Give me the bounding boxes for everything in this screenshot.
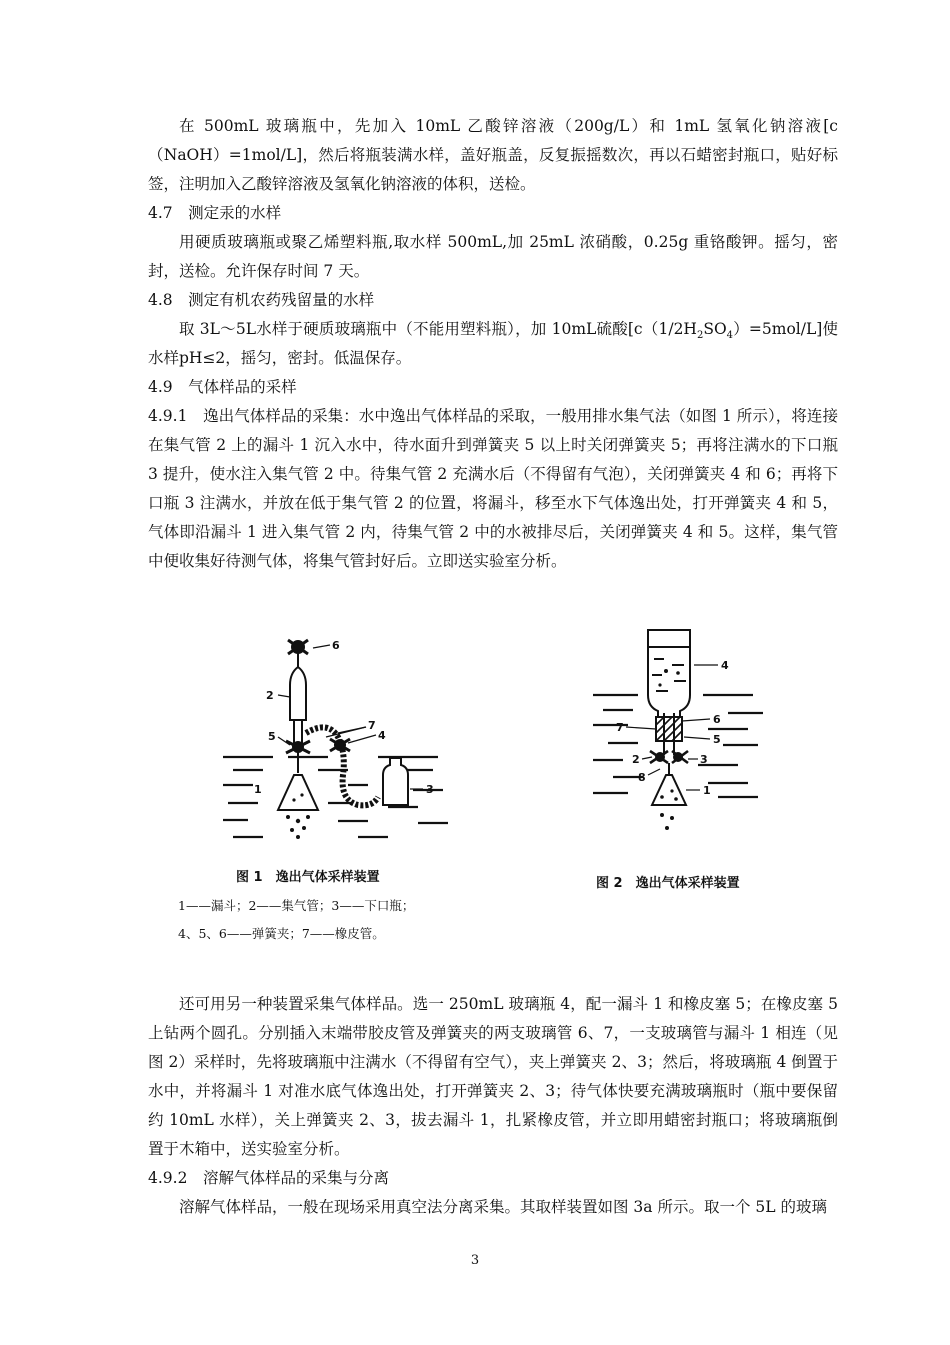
fig1-label-4: 4 <box>378 729 386 742</box>
fig1-label-5: 5 <box>268 730 276 743</box>
pesticide-text-part1: 取 3L～5L水样于硬质玻璃瓶中（不能用塑料瓶），加 10mL硫酸[c（1/2H <box>179 320 697 338</box>
figures-area <box>148 620 838 970</box>
figure-1-legend-line1: 1——漏斗；2——集气管；3——下口瓶； <box>178 898 415 913</box>
pesticide-text-so: SO <box>703 320 727 338</box>
fig2-label-5: 5 <box>713 733 721 746</box>
text-block-bottom <box>148 990 838 1222</box>
figure-1-diagram <box>218 625 478 850</box>
heading-4-7: 4.7 测定汞的水样 <box>148 204 282 222</box>
subscript-4: 4 <box>726 330 734 342</box>
paragraph-4-9-1: 4.9.1 逸出气体样品的采集：水中逸出气体样品的采取，一般用排水集气法（如图 1 所示），将连接在集气管 2 上的漏斗 1 沉入水中，待水面升到弹簧夹 5 以上时关闭弹簧夹 5；再将注满水的下口瓶 3 提升，使水注入集气管 2 中。待集气管 2 充满水后（不得留有气泡），关闭弹簧夹 4 和 6；再将下口瓶 3 注满水，并放在低于集气管 2 的位置，将漏斗，移至水下气体逸出处，打开弹簧夹 4 和 5，气体即沿漏斗 1 进入集气管 2 内，待集气管 2 中的水被排尽后，关闭弹簧夹 4 和 5。这样，集气管中便收集好待测气体，将集气管封好后。立即送实验室分析。 <box>148 407 838 570</box>
fig1-label-1: 1 <box>254 783 262 796</box>
water-lines <box>223 757 448 837</box>
fig2-label-1: 1 <box>703 784 711 797</box>
heading-4-8: 4.8 测定有机农药残留量的水样 <box>148 291 375 309</box>
fig2-label-2: 2 <box>632 753 640 766</box>
paragraph-dissolved-gas: 溶解气体样品，一般在现场采用真空法分离采集。其取样装置如图 3a 所示。取一个 5L 的玻璃 <box>179 1198 827 1216</box>
text-block-top <box>148 112 838 576</box>
page-number: 3 <box>470 1253 480 1268</box>
figure-2-diagram <box>588 625 838 850</box>
fig1-label-3: 3 <box>426 783 434 796</box>
paragraph-pesticide-sample <box>148 315 838 373</box>
paragraph-alternative-device: 还可用另一种装置采集气体样品。选一 250mL 玻璃瓶 4，配一漏斗 1 和橡皮塞 5；在橡皮塞 5 上钻两个圆孔。分别插入末端带胶皮管及弹簧夹的两支玻璃管 6、7，一支玻璃管与漏斗 1 相连（见图 2）采样时，先将玻璃瓶中注满水（不得留有空气），夹上弹簧夹 2、3；然后，将玻璃瓶 4 倒置于水中，并将漏斗 1 对准水底气体逸出处，打开弹簧夹 2、3；待气体快要充满玻璃瓶时（瓶中要保留约 10mL 水样），关上弹簧夹 2、3，拔去漏斗 1，扎紧橡皮管，并立即用蜡密封瓶口；将玻璃瓶倒置于木箱中，送实验室分析。 <box>148 995 838 1158</box>
pesticide-text-part2: ）=5mol/L]使水样pH≤2，摇匀，密封。低温保存。 <box>148 320 838 367</box>
paragraph-sulfide-sample: 在 500mL 玻璃瓶中，先加入 10mL 乙酸锌溶液（200g/L）和 1mL 氢氧化钠溶液[c（NaOH）=1mol/L]，然后将瓶装满水样，盖好瓶盖，反复振摇数次，再以石蜡密封瓶口，贴好标签，注明加入乙酸锌溶液及氢氧化钠溶液的体积，送检。 <box>148 117 838 193</box>
paragraph-mercury-sample: 用硬质玻璃瓶或聚乙烯塑料瓶,取水样 500mL,加 25mL 浓硝酸，0.25g 重铬酸钾。摇匀，密封，送检。允许保存时间 7 天。 <box>148 233 838 280</box>
fig2-label-8: 8 <box>638 771 646 784</box>
fig1-label-6: 6 <box>332 639 340 652</box>
subscript-2: 2 <box>696 330 704 342</box>
fig2-label-6: 6 <box>713 713 721 726</box>
heading-4-9-2: 4.9.2 溶解气体样品的采集与分离 <box>148 1169 389 1187</box>
fig1-label-2: 2 <box>266 689 274 702</box>
heading-4-9: 4.9 气体样品的采样 <box>148 378 297 396</box>
figure-1-caption: 图 1 逸出气体采样装置 <box>236 870 380 885</box>
fig2-label-4: 4 <box>721 659 729 672</box>
fig2-label-7: 7 <box>616 721 624 734</box>
figure-1-legend-line2: 4、5、6——弹簧夹；7——橡皮管。 <box>178 926 385 941</box>
fig1-label-7: 7 <box>368 719 376 732</box>
figure-2-caption: 图 2 逸出气体采样装置 <box>596 876 740 891</box>
fig2-label-3: 3 <box>700 753 708 766</box>
